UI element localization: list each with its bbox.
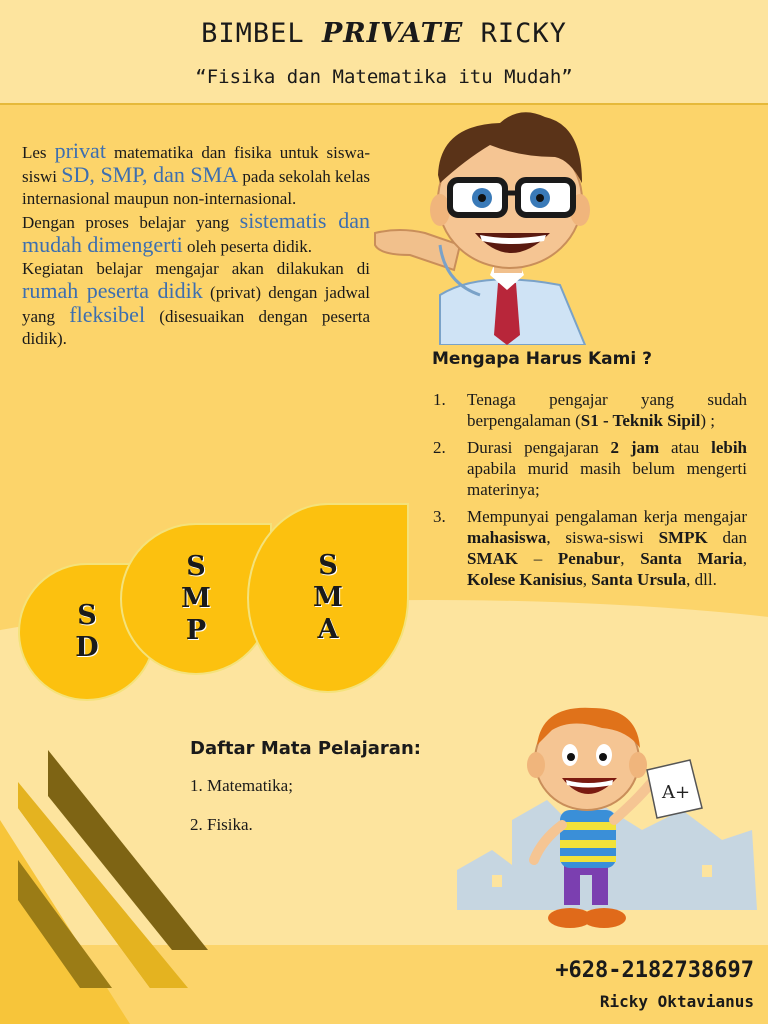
level-letter: M <box>181 583 211 614</box>
intro-paragraph-3: Kegiatan belajar mengajar akan dilakukan di rumah peserta didik (privat) dengan jadwal yang fleksibel (disesuaikan dengan peserta didik). <box>22 259 371 348</box>
why-us-heading: Mengapa Harus Kami ? <box>432 349 652 369</box>
page-subtitle: “Fisika dan Matematika itu Mudah” <box>195 66 573 88</box>
intro-paragraph-2: Dengan proses belajar yang sistematis dan mudah dimengerti oleh peserta didik. <box>22 208 370 257</box>
list-item <box>433 389 747 431</box>
subject-item: 2. Fisika. <box>190 815 253 834</box>
grade-paper <box>647 760 702 818</box>
why-us-list <box>433 389 747 596</box>
list-item <box>433 506 747 590</box>
intro-text <box>22 140 370 350</box>
page-title: BIMBEL PRIVATE RICKY <box>201 18 567 49</box>
level-letter: A <box>317 614 339 645</box>
list-number: 2. <box>433 438 446 457</box>
list-text: Mempunyai pengalaman kerja mengajar mahasiswa, siswa-siswi SMPK dan SMAK – Penabur, Santa Maria, Kolese Kanisius, Santa Ursula, dll. <box>467 507 748 589</box>
student-illustration <box>452 700 764 940</box>
subjects-heading: Daftar Mata Pelajaran: <box>190 738 421 759</box>
intro-paragraph-1: Les privat matematika dan fisika untuk siswa-siswi SD, SMP, dan SMA pada sekolah kelas internasional maupun non-internasional. <box>22 138 370 208</box>
subject-item: 1. Matematika; <box>190 776 293 795</box>
contact-name: Ricky Oktavianus <box>599 992 754 1011</box>
teacher-illustration <box>370 105 600 345</box>
list-text: Tenaga pengajar yang sudah berpengalaman (S1 - Teknik Sipil) ; <box>467 390 747 430</box>
level-circle-sma <box>247 503 409 693</box>
list-text: Durasi pengajaran 2 jam atau lebih apabila murid masih belum mengerti materinya; <box>467 438 747 499</box>
level-letter: S <box>77 600 97 631</box>
level-letter: P <box>185 615 207 646</box>
list-number: 1. <box>433 390 446 409</box>
contact-phone[interactable]: +628-2182738697 <box>555 958 754 983</box>
level-letter: S <box>186 551 206 582</box>
level-letter: M <box>313 582 343 613</box>
header <box>0 0 768 105</box>
list-number: 3. <box>433 507 446 526</box>
level-letter: D <box>75 632 99 663</box>
list-item <box>433 437 747 500</box>
level-letter: S <box>318 550 338 581</box>
grade-label: A+ <box>662 782 691 803</box>
